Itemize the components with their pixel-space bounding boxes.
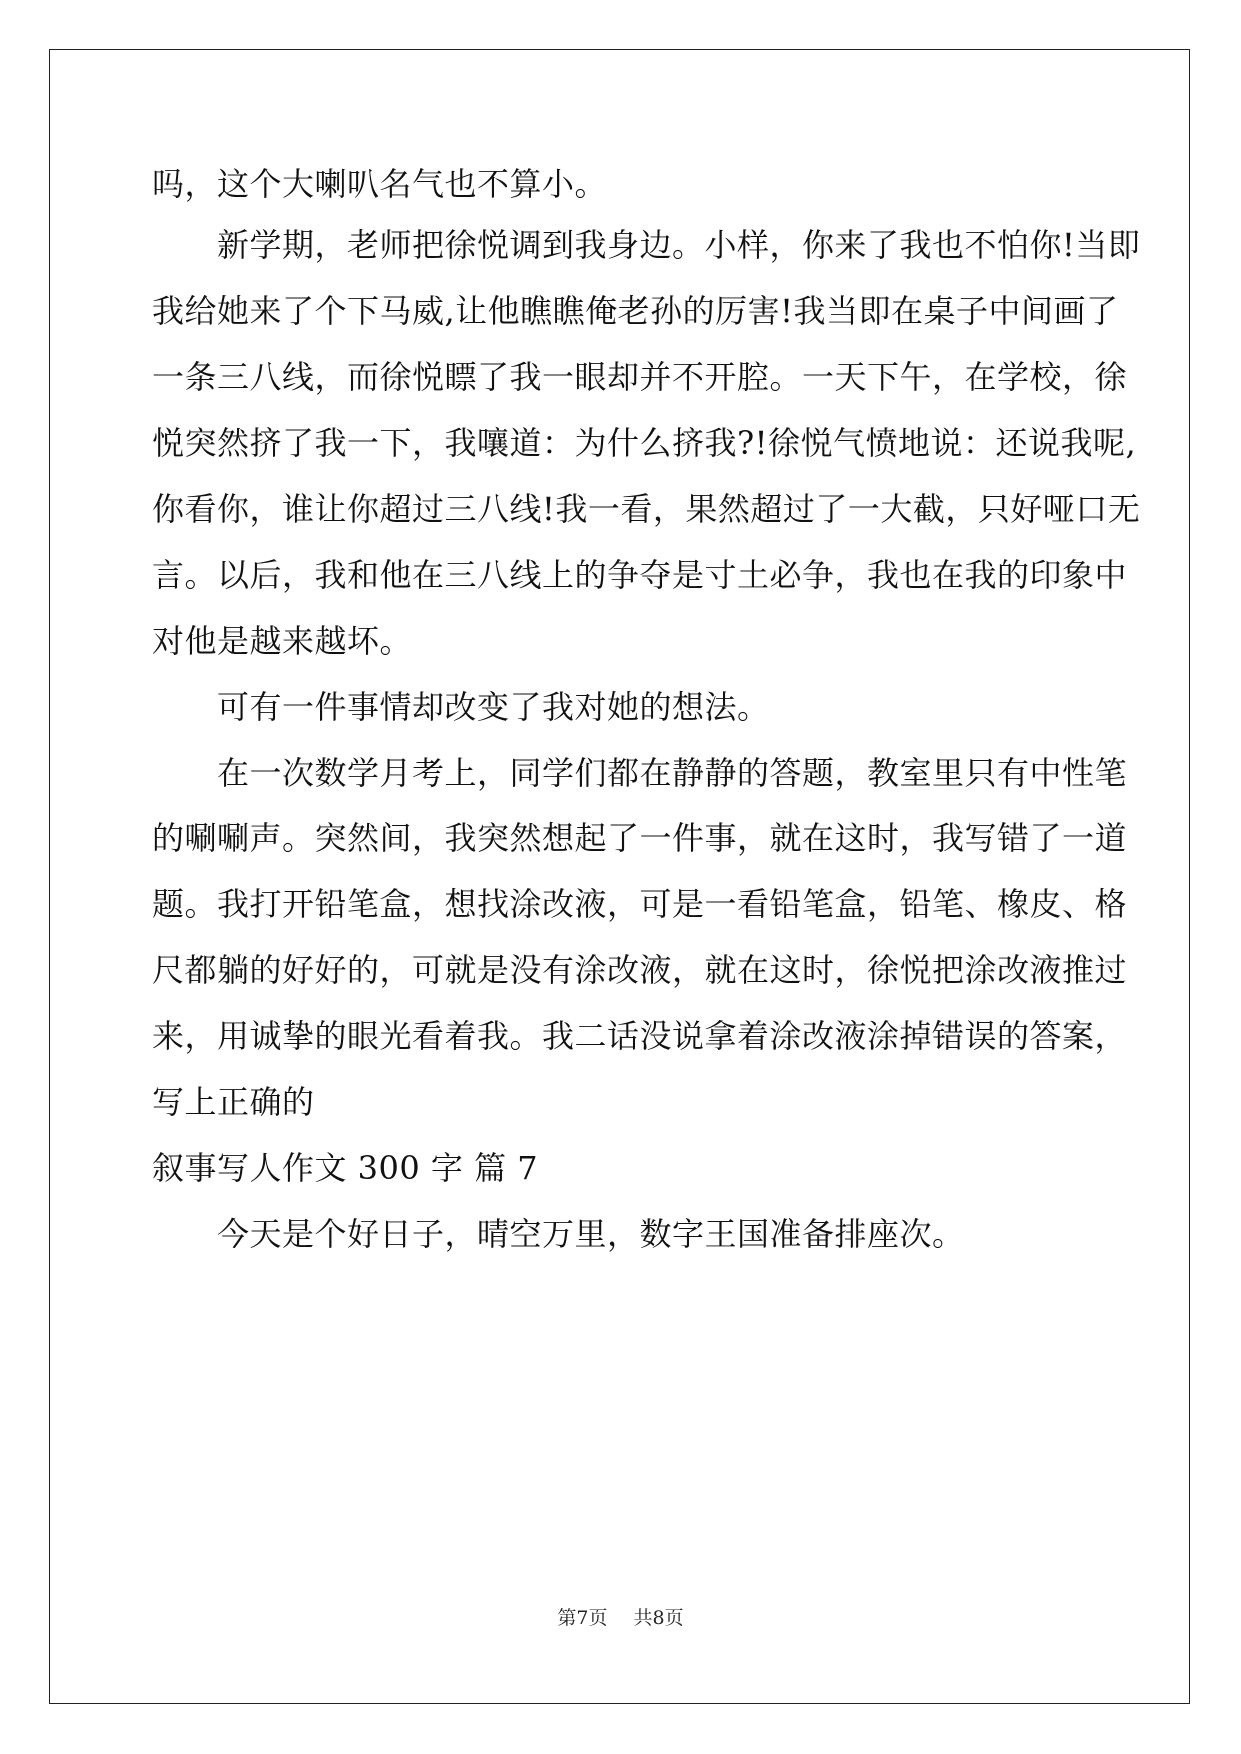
page-number-current: 第7页: [557, 1607, 608, 1629]
text-line: 对他是越来越坏。: [152, 622, 413, 660]
text-line: 你看你，谁让你超过三八线!我一看，果然超过了一大截，只好哑口无: [152, 490, 1141, 528]
text-line: 一条三八线，而徐悦瞟了我一眼却并不开腔。一天下午，在学校，徐: [152, 358, 1128, 396]
text-line: 的唰唰声。突然间，我突然想起了一件事，就在这时，我写错了一道: [152, 819, 1128, 857]
text-line: 言。以后，我和他在三八线上的争夺是寸土必争，我也在我的印象中: [152, 556, 1128, 594]
text-line: 吗，这个大喇叭名气也不算小。: [152, 165, 608, 203]
page-footer: [0, 1606, 1241, 1630]
text-line: 写上正确的: [152, 1083, 315, 1121]
text-line: 来，用诚挚的眼光看着我。我二话没说拿着涂改液涂掉错误的答案，: [152, 1017, 1128, 1055]
text-line: 今天是个好日子，晴空万里，数字王国准备排座次。: [152, 1215, 965, 1253]
text-line: 可有一件事情却改变了我对她的想法。: [152, 688, 770, 726]
text-line: 在一次数学月考上，同学们都在静静的答题，教室里只有中性笔: [152, 754, 1128, 792]
text-line: 题。我打开铅笔盒，想找涂改液，可是一看铅笔盒，铅笔、橡皮、格: [152, 885, 1128, 923]
page-number-total: 共8页: [633, 1607, 684, 1629]
text-line: 我给她来了个下马威,让他瞧瞧俺老孙的厉害!我当即在桌子中间画了: [152, 292, 1119, 330]
text-line: 悦突然挤了我一下，我嚷道：为什么挤我?!徐悦气愤地说：还说我呢,: [152, 424, 1137, 462]
section-heading: 叙事写人作文 300 字 篇 7: [152, 1149, 539, 1187]
text-line: 尺都躺的好好的，可就是没有涂改液，就在这时，徐悦把涂改液推过: [152, 951, 1128, 989]
text-line: 新学期，老师把徐悦调到我身边。小样，你来了我也不怕你!当即: [152, 226, 1141, 264]
